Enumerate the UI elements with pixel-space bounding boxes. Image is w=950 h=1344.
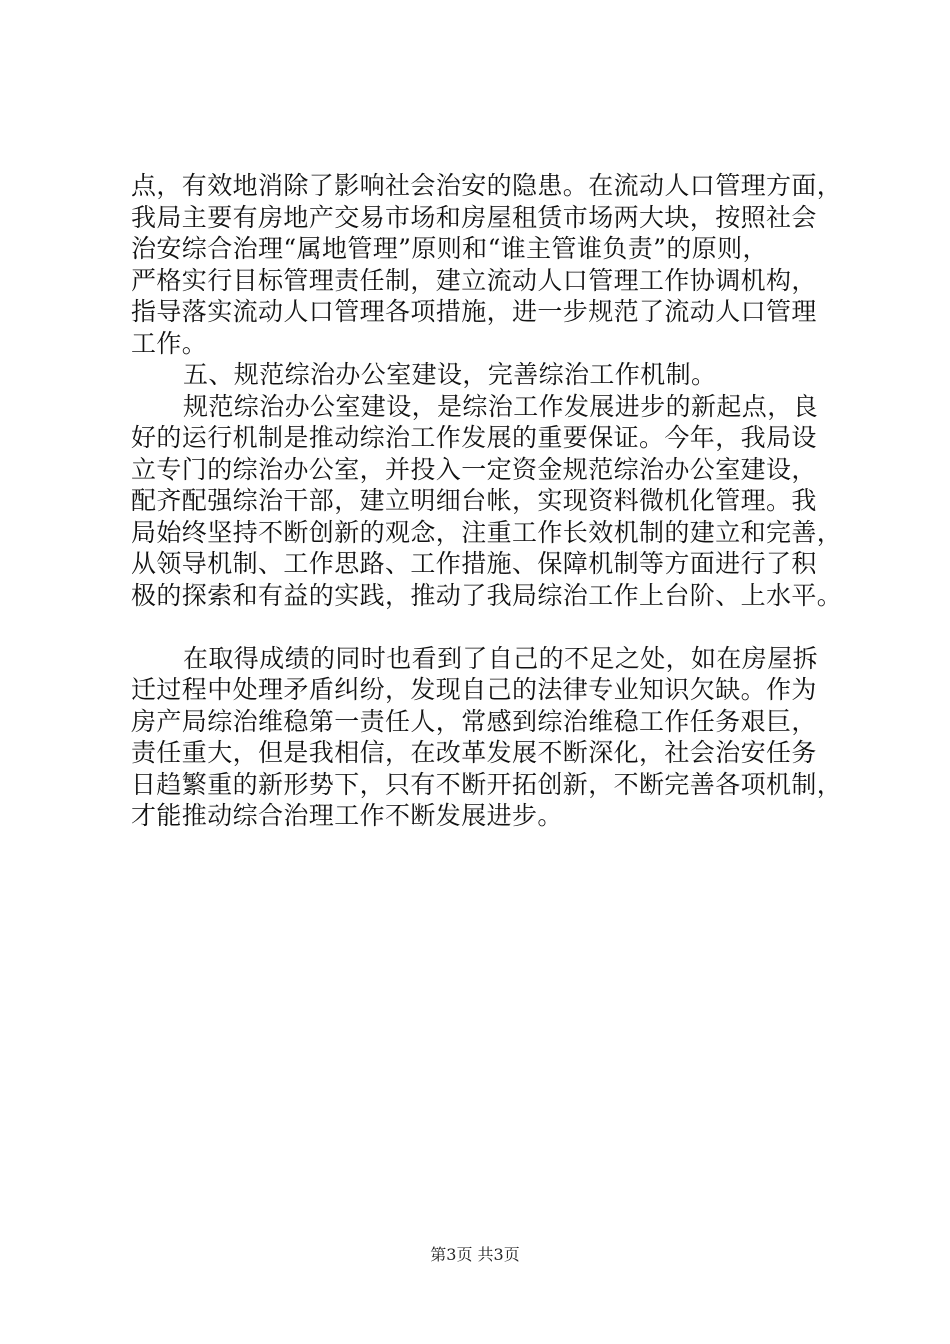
text-line: 才能推动综合治理工作不断发展进步。 <box>131 801 563 830</box>
text-line: 好的运行机制是推动综治工作发展的重要保证。今年，我局设 <box>131 423 817 452</box>
text-line: 日趋繁重的新形势下，只有不断开拓创新，不断完善各项机制， <box>131 769 843 799</box>
text-line: 极的探索和有益的实践，推动了我局综治工作上台阶、上水平。 <box>131 580 843 610</box>
text-line: 严格实行目标管理责任制，建立流动人口管理工作协调机构， <box>131 265 817 295</box>
text-line: 我局主要有房地产交易市场和房屋租赁市场两大块，按照社会 <box>131 202 817 232</box>
paragraph-shortcomings <box>131 643 843 832</box>
paragraph-gap <box>131 611 843 643</box>
text-line: 立专门的综治办公室，并投入一定资金规范综治办公室建设， <box>131 454 817 484</box>
text-line: 工作。 <box>131 328 208 358</box>
text-line: 局始终坚持不断创新的观念，注重工作长效机制的建立和完善， <box>131 517 843 547</box>
text-line: 责任重大，但是我相信，在改革发展不断深化，社会治安任务 <box>131 738 817 767</box>
page-number-footer: 第3页 共3页 <box>430 1245 520 1264</box>
text-line: 点，有效地消除了影响社会治安的隐患。在流动人口管理方面， <box>131 171 843 200</box>
text-line: 房产局综治维稳第一责任人，常感到综治维稳工作任务艰巨， <box>131 706 817 736</box>
paragraph-floating-population <box>131 170 843 359</box>
text-line: 指导落实流动人口管理各项措施，进一步规范了流动人口管理 <box>131 297 817 326</box>
text-line: 治安综合治理“属地管理”原则和“谁主管谁负责”的原则， <box>131 234 768 263</box>
section-heading-five <box>131 359 843 391</box>
text-line: 在取得成绩的同时也看到了自己的不足之处，如在房屋拆 <box>183 643 819 673</box>
paragraph-office-construction <box>131 391 843 612</box>
text-line: 迁过程中处理矛盾纠纷，发现自己的法律专业知识欠缺。作为 <box>131 675 817 704</box>
text-line: 从领导机制、工作思路、工作措施、保障机制等方面进行了积 <box>131 549 817 578</box>
text-line: 配齐配强综治干部，建立明细台帐，实现资料微机化管理。我 <box>131 486 817 515</box>
document-body <box>131 170 843 832</box>
text-line: 规范综治办公室建设，是综治工作发展进步的新起点，良 <box>183 391 819 421</box>
text-line: 五、规范综治办公室建设，完善综治工作机制。 <box>183 360 717 389</box>
